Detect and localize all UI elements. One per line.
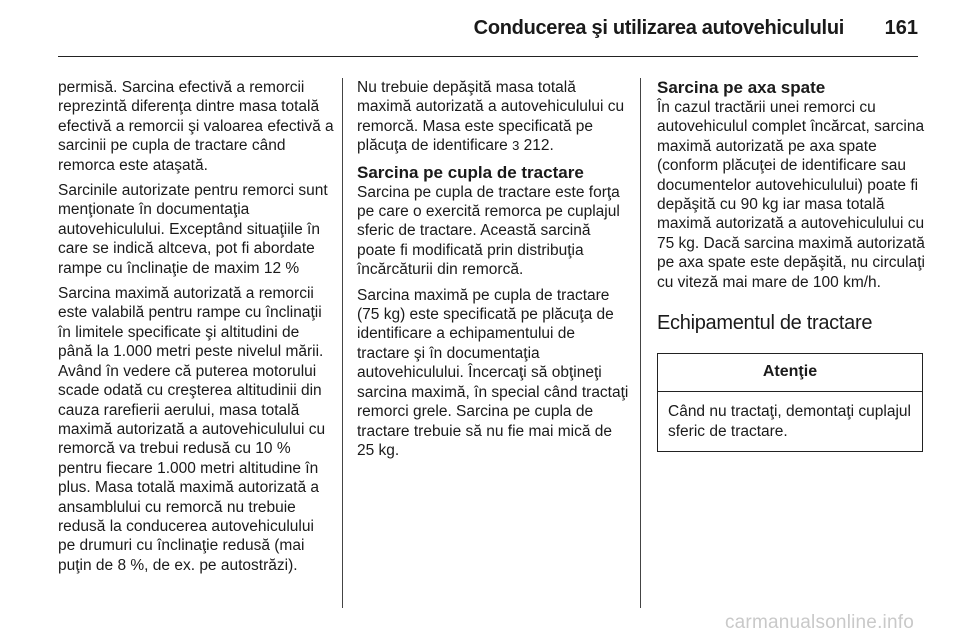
text-column-3 (657, 78, 925, 452)
page-reference[interactable]: 212. (523, 137, 554, 155)
column-divider-1 (342, 78, 343, 608)
warning-title: Atenţie (658, 354, 922, 392)
page-header (0, 0, 960, 56)
header-divider (58, 56, 918, 57)
intro-text: Nu trebuie depăşită masa totală maximă autorizată a autovehiculului cu remorcă. Masa este specificată pe plăcuţa de identificare (357, 79, 625, 155)
paragraph: permisă. Sarcina efectivă a remorcii reprezintă diferenţa dintre masa totală efectivă a remorcii şi valoarea efectivă a sarcinii pe cupla de tractare când remorca este ataşată. (58, 79, 334, 174)
chapter-heading: Echipamentul de tractare (657, 312, 873, 335)
paragraph (357, 78, 629, 156)
column-divider-2 (640, 78, 641, 608)
page-title: Conducerea şi utilizarea autovehiculului (473, 17, 844, 39)
paragraph: Sarcina maximă pe cupla de tractare (75 kg) este specificată pe plăcuţa de identificare a echipamentului de tractare şi în documentaţia autovehiculului. Încercaţi să obţineţi sarcina maximă, în special când tractaţi remorci grele. Sarcina pe cupla de tractare trebuie să nu fie mai mică de 25 kg. (357, 286, 629, 459)
paragraph: Sarcina maximă autorizată a remorcii este valabilă pentru rampe cu înclinaţii în limitele specificate şi altitudini de până la 1.000 metri peste nivelul mării. Având în vedere că puterea motorului scade odată cu creşterea altitudinii din cauza rarefierii aerului, masa totală maximă autorizată a autovehiculului cu remorcă va trebui redusă cu 10 % pentru fiecare 1.000 metri altitudine în plus. Masa totală maximă autorizată a ansamblului cu remorcă nu trebuie redusă la conducerea autovehiculului pe drumuri cu înclinaţie redusă (mai puţin de 8 %, de ex. pe autostrăzi). (58, 285, 326, 574)
paragraph: În cazul tractării unei remorci cu autovehiculul complet încărcat, sarcina maximă autorizată pe axa spate (conform plăcuţei de identificare sau documentelor autovehiculului) poate fi depăşită cu 90 kg iar masa totală maximă autorizată a autovehiculului cu 75 kg. Dacă sarcina maximă autorizată pe axa spate este depăşită, nu circulaţi cu viteză mai mare de 100 km/h. (657, 99, 925, 291)
section-heading: Sarcina pe cupla de tractare (357, 162, 584, 182)
watermark: carmanualsonline.info (724, 612, 914, 633)
section-heading: Sarcina pe axa spate (657, 78, 826, 97)
text-column-1 (58, 78, 334, 581)
page-reference-icon: 3 (512, 138, 520, 154)
warning-box (657, 353, 923, 452)
paragraph: Sarcinile autorizate pentru remorci sunt menţionate în documentaţia autovehiculului. Exceptând situaţiile în care se indică altceva, pot fi abordate rampe cu înclinaţie de maxim 12 % (58, 182, 328, 277)
page-number: 161 (884, 17, 918, 39)
paragraph: Sarcina pe cupla de tractare este forţa pe care o exercită remorca pe cuplajul sferic de tractare. Această sarcină poate fi modificată prin distribuţia încărcăturii din remorcă. (357, 183, 620, 279)
warning-text: Când nu tractaţi, demontaţi cuplajul sferic de tractare. (668, 403, 911, 440)
text-column-2 (357, 78, 629, 466)
